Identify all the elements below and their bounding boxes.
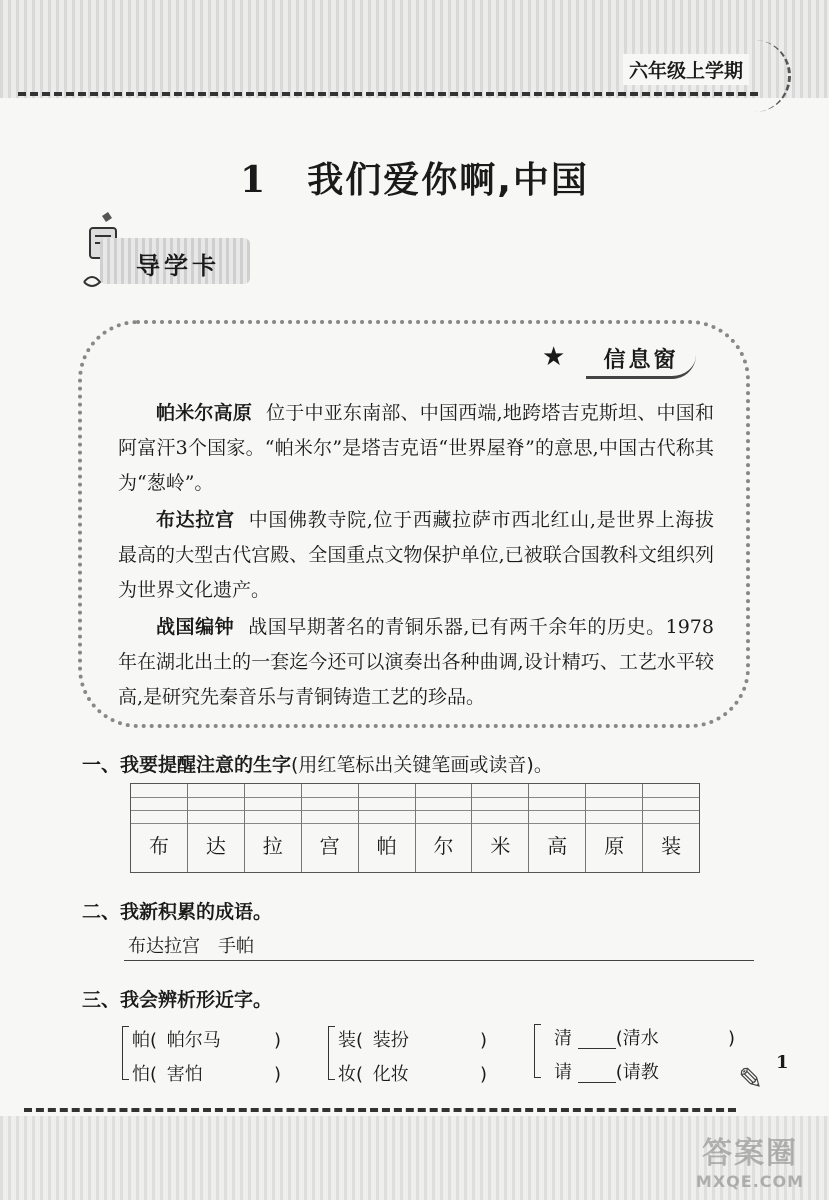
open-book-icon: ✎ [738, 1062, 764, 1097]
footer-divider [24, 1108, 736, 1112]
similar-char: 装 [338, 1030, 356, 1051]
answer-word: 装扮 [372, 1030, 409, 1051]
character: 尔 [433, 834, 454, 858]
character: 高 [547, 834, 568, 858]
similar-char-group [122, 1024, 282, 1092]
similar-char-row[interactable] [122, 1024, 282, 1058]
lesson-title-text: 我们爱你啊,中国 [307, 160, 589, 201]
close-paren: ) [480, 1064, 488, 1085]
section-1-title: 一、我要提醒注意的生字 [82, 754, 292, 776]
info-entry [118, 396, 714, 501]
close-paren: ) [480, 1030, 488, 1051]
info-entry-text: 位于中亚东南部、中国西端,地跨塔吉克斯坦、中国和阿富汗3个国家。“帕米尔”是塔吉克语“世界屋脊”的意思,中国古代称其为“葱岭”。 [118, 402, 714, 494]
section-2-heading: 二、我新积累的成语。 [82, 901, 273, 923]
character-cell[interactable] [528, 784, 585, 872]
close-paren: ) [274, 1030, 282, 1051]
close-paren: ) [274, 1064, 282, 1085]
idiom-answer: 手帕 [218, 936, 254, 957]
lesson-title [0, 152, 829, 203]
similar-char-group [328, 1024, 488, 1092]
character-cell[interactable] [131, 784, 187, 872]
blank-line [578, 1030, 616, 1049]
section-3-heading: 三、我会辨析形近字。 [82, 989, 273, 1011]
character-cell[interactable] [358, 784, 415, 872]
similar-char-group [534, 1022, 736, 1090]
idiom-answer: 布达拉宫 [128, 936, 200, 957]
similar-char-row[interactable] [534, 1022, 736, 1056]
star-icon: ★ [542, 342, 566, 372]
info-entry [118, 503, 714, 608]
watermark-text: 答案圈 [702, 1136, 798, 1171]
character-cell[interactable] [244, 784, 301, 872]
info-entry-term: 战国编钟 [156, 616, 235, 638]
character: 装 [661, 834, 682, 858]
character-cell[interactable] [585, 784, 642, 872]
lesson-number: 1 [240, 159, 268, 201]
info-window-header [542, 340, 702, 380]
character: 米 [490, 834, 511, 858]
close-paren: ) [728, 1028, 736, 1049]
info-window-title: 信息窗 [586, 344, 696, 379]
answer-word: 帕尔马 [166, 1030, 221, 1051]
open-paren: ( [150, 1030, 158, 1051]
similar-char-row[interactable] [328, 1058, 488, 1092]
character-cell[interactable] [642, 784, 699, 872]
character-cell[interactable] [471, 784, 528, 872]
similar-char: 怕 [132, 1064, 150, 1085]
open-paren: ( [356, 1030, 364, 1051]
answer-word: (请教 [615, 1062, 659, 1083]
similar-char: 帕 [132, 1030, 150, 1051]
character-cell[interactable] [415, 784, 472, 872]
open-paren: ( [150, 1064, 158, 1085]
answer-word: 化妆 [372, 1064, 409, 1085]
info-entry [118, 610, 714, 715]
similar-char: 请 [554, 1062, 572, 1083]
blank-line [578, 1064, 616, 1083]
section-1-note: (用红笔标出关键笔画或读音)。 [291, 754, 553, 776]
grade-label: 六年级上学期 [623, 54, 749, 85]
similar-char-row[interactable] [534, 1056, 659, 1090]
character: 原 [604, 834, 625, 858]
header-divider [18, 92, 758, 96]
info-entry-term: 帕米尔高原 [156, 402, 253, 424]
character: 布 [148, 834, 169, 858]
character-grid [130, 783, 700, 873]
character: 帕 [376, 834, 397, 858]
watermark-url: MXQE.COM [695, 1172, 805, 1191]
guide-card-badge [78, 210, 248, 300]
idiom-answers[interactable] [128, 932, 272, 958]
similar-char: 妆 [338, 1064, 356, 1085]
page-number: 1 [776, 1052, 789, 1073]
open-paren: ( [356, 1064, 364, 1085]
character-cell[interactable] [301, 784, 358, 872]
watermark [680, 1128, 820, 1191]
info-entry-term: 布达拉宫 [156, 509, 235, 531]
answer-word: (清水 [615, 1028, 659, 1049]
similar-char: 清 [554, 1028, 572, 1049]
section-1-heading [82, 750, 553, 777]
similar-char-row[interactable] [122, 1058, 282, 1092]
character: 达 [205, 834, 226, 858]
similar-char-row[interactable] [328, 1024, 488, 1058]
answer-word: 害怕 [166, 1064, 203, 1085]
character: 宫 [319, 834, 340, 858]
character-cell[interactable] [187, 784, 244, 872]
character: 拉 [262, 834, 283, 858]
idiom-answer-line [124, 960, 754, 961]
info-window-body [118, 396, 714, 717]
info-entry-text: 中国佛教寺院,位于西藏拉萨市西北红山,是世界上海拔最高的大型古代宫殿、全国重点文物保护单位,已被联合国教科文组织列为世界文化遗产。 [118, 509, 714, 601]
guide-card-label: 导学卡 [136, 252, 220, 280]
info-entry-text: 战国早期著名的青铜乐器,已有两千余年的历史。1978 年在湖北出土的一套迄今还可以演奏出各种曲调,设计精巧、工艺水平较高,是研究先秦音乐与青铜铸造工艺的珍品。 [118, 616, 714, 708]
